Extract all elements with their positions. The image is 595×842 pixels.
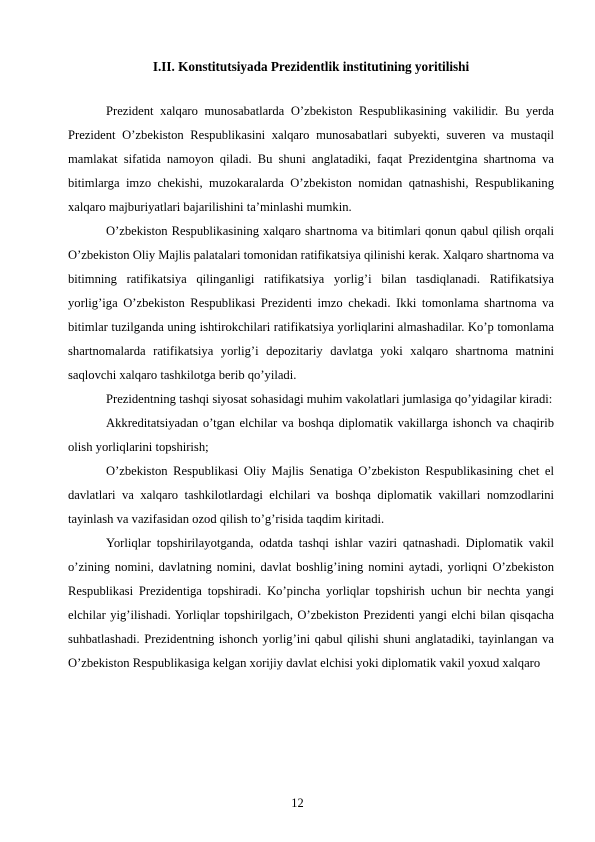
- paragraph-3: Prezidentning tashqi siyosat sohasidagi muhim vakolatlari jumlasiga qo’yidagilar kiradi:: [106, 392, 553, 406]
- paragraph-6: Yorliqlar topshirilayotganda, odatda tashqi ishlar vaziri qatnashadi. Diplomatik vakil o’zining nomini, davlatning nomini, davlat boshlig’ining nomini aytadi, yorliqni O’zbekiston Respublikasi Prezidentiga topshiradi. Ko’pincha yorliqlar topshirish uchun bir nechta yangi elchilar yig’ilishadi. Yorliqlar topshirilgach, O’zbekiston Prezidenti yangi elchi bilan qisqacha suhbatlashadi. Prezidentning ishonch yorlig’ini qabul qilishi shuni anglatadiki, tayinlangan va O’zbekiston Respublikasiga kelgan xorijiy davlat elchisi yoki diplomatik vakil yoxud xalqaro: [68, 536, 554, 670]
- paragraph-2: O’zbekiston Respublikasining xalqaro shartnoma va bitimlari qonun qabul qilish orqali O’zbekiston Oliy Majlis palatalari tomonidan ratifikatsiya qilinishi kerak. Xalqaro shartnoma va bitimning ratifikatsiya qilinganligi ratifikatsiya yorlig’i bilan tasdiqlanadi. Ratifikatsiya yorlig’iga O’zbekiston Respublikasi Prezidenti imzo chekadi. Ikki tomonlama shartnoma va bitimlar tuzilganda uning ishtirokchilari ratifikatsiya yorliqlarini almashadilar. Ko’p tomonlama shartnomalarda ratifikatsiya yorlig’i depozitariy davlatga yoki xalqaro shartnoma matnini saqlovchi xalqaro tashkilotga berib qo’yiladi.: [68, 224, 554, 382]
- paragraph-1: Prezident xalqaro munosabatlarda O’zbekiston Respublikasining vakilidir. Bu yerda Prezident O’zbekiston Respublikasini xalqaro munosabatlari subyekti, suveren va mustaqil mamlakat sifatida namoyon qiladi. Bu shuni anglatadiki, faqat Prezidentgina shartnoma va bitimlarga imzo chekishi, muzokaralarda O’zbekiston nomidan qatnashishi, Respublikaning xalqaro majburiyatlari bajarilishini ta’minlashi mumkin.: [68, 104, 554, 214]
- paragraph-4: Akkreditatsiyadan o’tgan elchilar va boshqa diplomatik vakillarga ishonch va chaqirib olish yorliqlarini topshirish;: [68, 416, 554, 454]
- body-text: [68, 99, 554, 675]
- paragraph-5: O’zbekiston Respublikasi Oliy Majlis Senatiga O’zbekiston Respublikasining chet el davlatlari va xalqaro tashkilotlardagi elchilari va boshqa diplomatik vakillari nomzodlarini tayinlash va vazifasidan ozod qilish to’g’risida taqdim kiritadi.: [68, 464, 554, 526]
- section-title: I.II. Konstitutsiyada Prezidentlik institutining yoritilishi: [152, 59, 470, 74]
- page-number: 12: [291, 796, 304, 810]
